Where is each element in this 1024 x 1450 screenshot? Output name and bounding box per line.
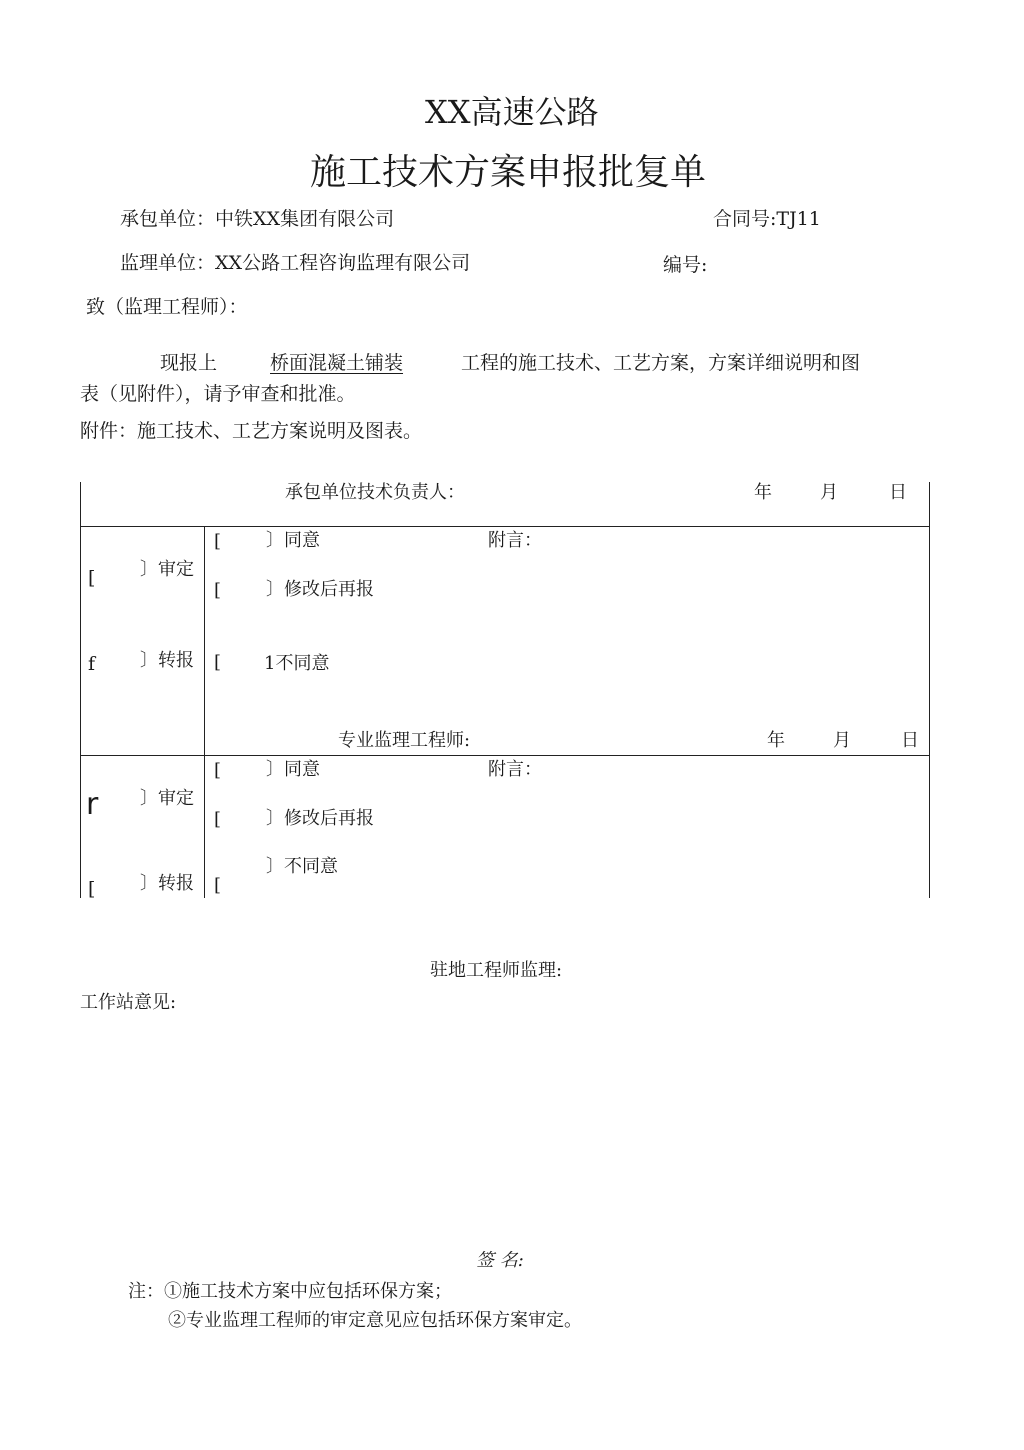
table-left-border bbox=[80, 482, 81, 898]
section1-approve-option[interactable]: 〕审定 bbox=[140, 559, 194, 580]
date-year: 年 bbox=[754, 482, 772, 503]
section1-bracket-1: [ bbox=[214, 531, 222, 552]
section2-bracket-1: [ bbox=[214, 760, 222, 781]
table-column-divider bbox=[204, 526, 205, 898]
section2-modify-option[interactable]: 〕修改后再报 bbox=[266, 808, 374, 829]
section2-mark-bottom: [ bbox=[88, 878, 96, 900]
specialist-engineer-label: 专业监理工程师: bbox=[338, 730, 471, 751]
date-month: 月 bbox=[820, 482, 838, 503]
date-day: 日 bbox=[889, 482, 907, 503]
contractor-tech-lead-label: 承包单位技术负责人： bbox=[285, 482, 465, 503]
date-day-2: 日 bbox=[901, 730, 919, 751]
contractor-value: 中铁XX集团有限公司 bbox=[215, 208, 395, 230]
project-name: 桥面混凝土铺装 bbox=[270, 352, 404, 374]
supervisor-label: 监理单位： bbox=[120, 252, 216, 274]
supervisor-field bbox=[120, 254, 470, 273]
resident-engineer-label: 驻地工程师监理: bbox=[430, 960, 563, 981]
date-year-2: 年 bbox=[767, 730, 785, 751]
signature-label: 签 名: bbox=[476, 1250, 524, 1271]
report-prefix: 现报上 bbox=[160, 352, 218, 374]
table-right-border bbox=[929, 482, 930, 898]
contractor-label: 承包单位： bbox=[120, 208, 216, 230]
contractor-field bbox=[120, 210, 394, 229]
document-subtitle: 施工技术方案申报批复单 bbox=[310, 152, 707, 193]
section2-comment-label: 附言： bbox=[488, 759, 542, 780]
serial-label: 编号: bbox=[663, 254, 708, 276]
section1-comment-label: 附言： bbox=[488, 530, 542, 551]
section2-disagree-option[interactable]: 〕不同意 bbox=[266, 856, 338, 877]
section1-disagree-option[interactable]: 1不同意 bbox=[264, 653, 330, 674]
note-1: 注：①施工技术方案中应包括环保方案； bbox=[128, 1281, 452, 1302]
report-suffix: 工程的施工技术、工艺方案，方案详细说明和图 bbox=[461, 352, 861, 374]
section2-forward-option[interactable]: 〕转报 bbox=[140, 873, 194, 894]
section2-approve-option[interactable]: 〕审定 bbox=[140, 788, 194, 809]
section1-mark-bottom: f bbox=[88, 653, 96, 675]
section2-bracket-3: [ bbox=[214, 875, 222, 896]
table-row-divider-1 bbox=[80, 526, 930, 527]
section1-forward-option[interactable]: 〕转报 bbox=[140, 650, 194, 671]
section1-agree-option[interactable]: 〕同意 bbox=[266, 530, 320, 551]
addressee-line: 致（监理工程师）： bbox=[86, 296, 248, 318]
section1-mark-top: [ bbox=[88, 567, 96, 589]
contract-no-label: 合同号: bbox=[713, 208, 777, 230]
attachment-line: 附件：施工技术、工艺方案说明及图表。 bbox=[80, 420, 423, 442]
section2-mark-top: r bbox=[86, 787, 99, 822]
date-month-2: 月 bbox=[833, 730, 851, 751]
note-2: ②专业监理工程师的审定意见应包括环保方案审定。 bbox=[168, 1310, 582, 1331]
contract-no-value: TJ11 bbox=[776, 208, 821, 230]
supervisor-value: XX公路工程咨询监理有限公司 bbox=[215, 252, 471, 274]
contract-no-field bbox=[713, 210, 821, 229]
station-opinion-label: 工作站意见: bbox=[80, 992, 177, 1013]
section1-bracket-2: [ bbox=[214, 580, 222, 601]
table-row-divider-2 bbox=[80, 755, 930, 756]
document-title: XX高速公路 bbox=[425, 93, 599, 131]
section1-modify-option[interactable]: 〕修改后再报 bbox=[266, 579, 374, 600]
section2-agree-option[interactable]: 〕同意 bbox=[266, 759, 320, 780]
section2-bracket-2: [ bbox=[214, 809, 222, 830]
section1-bracket-3: [ bbox=[214, 652, 222, 673]
report-line2: 表（见附件），请予审查和批准。 bbox=[80, 383, 356, 405]
